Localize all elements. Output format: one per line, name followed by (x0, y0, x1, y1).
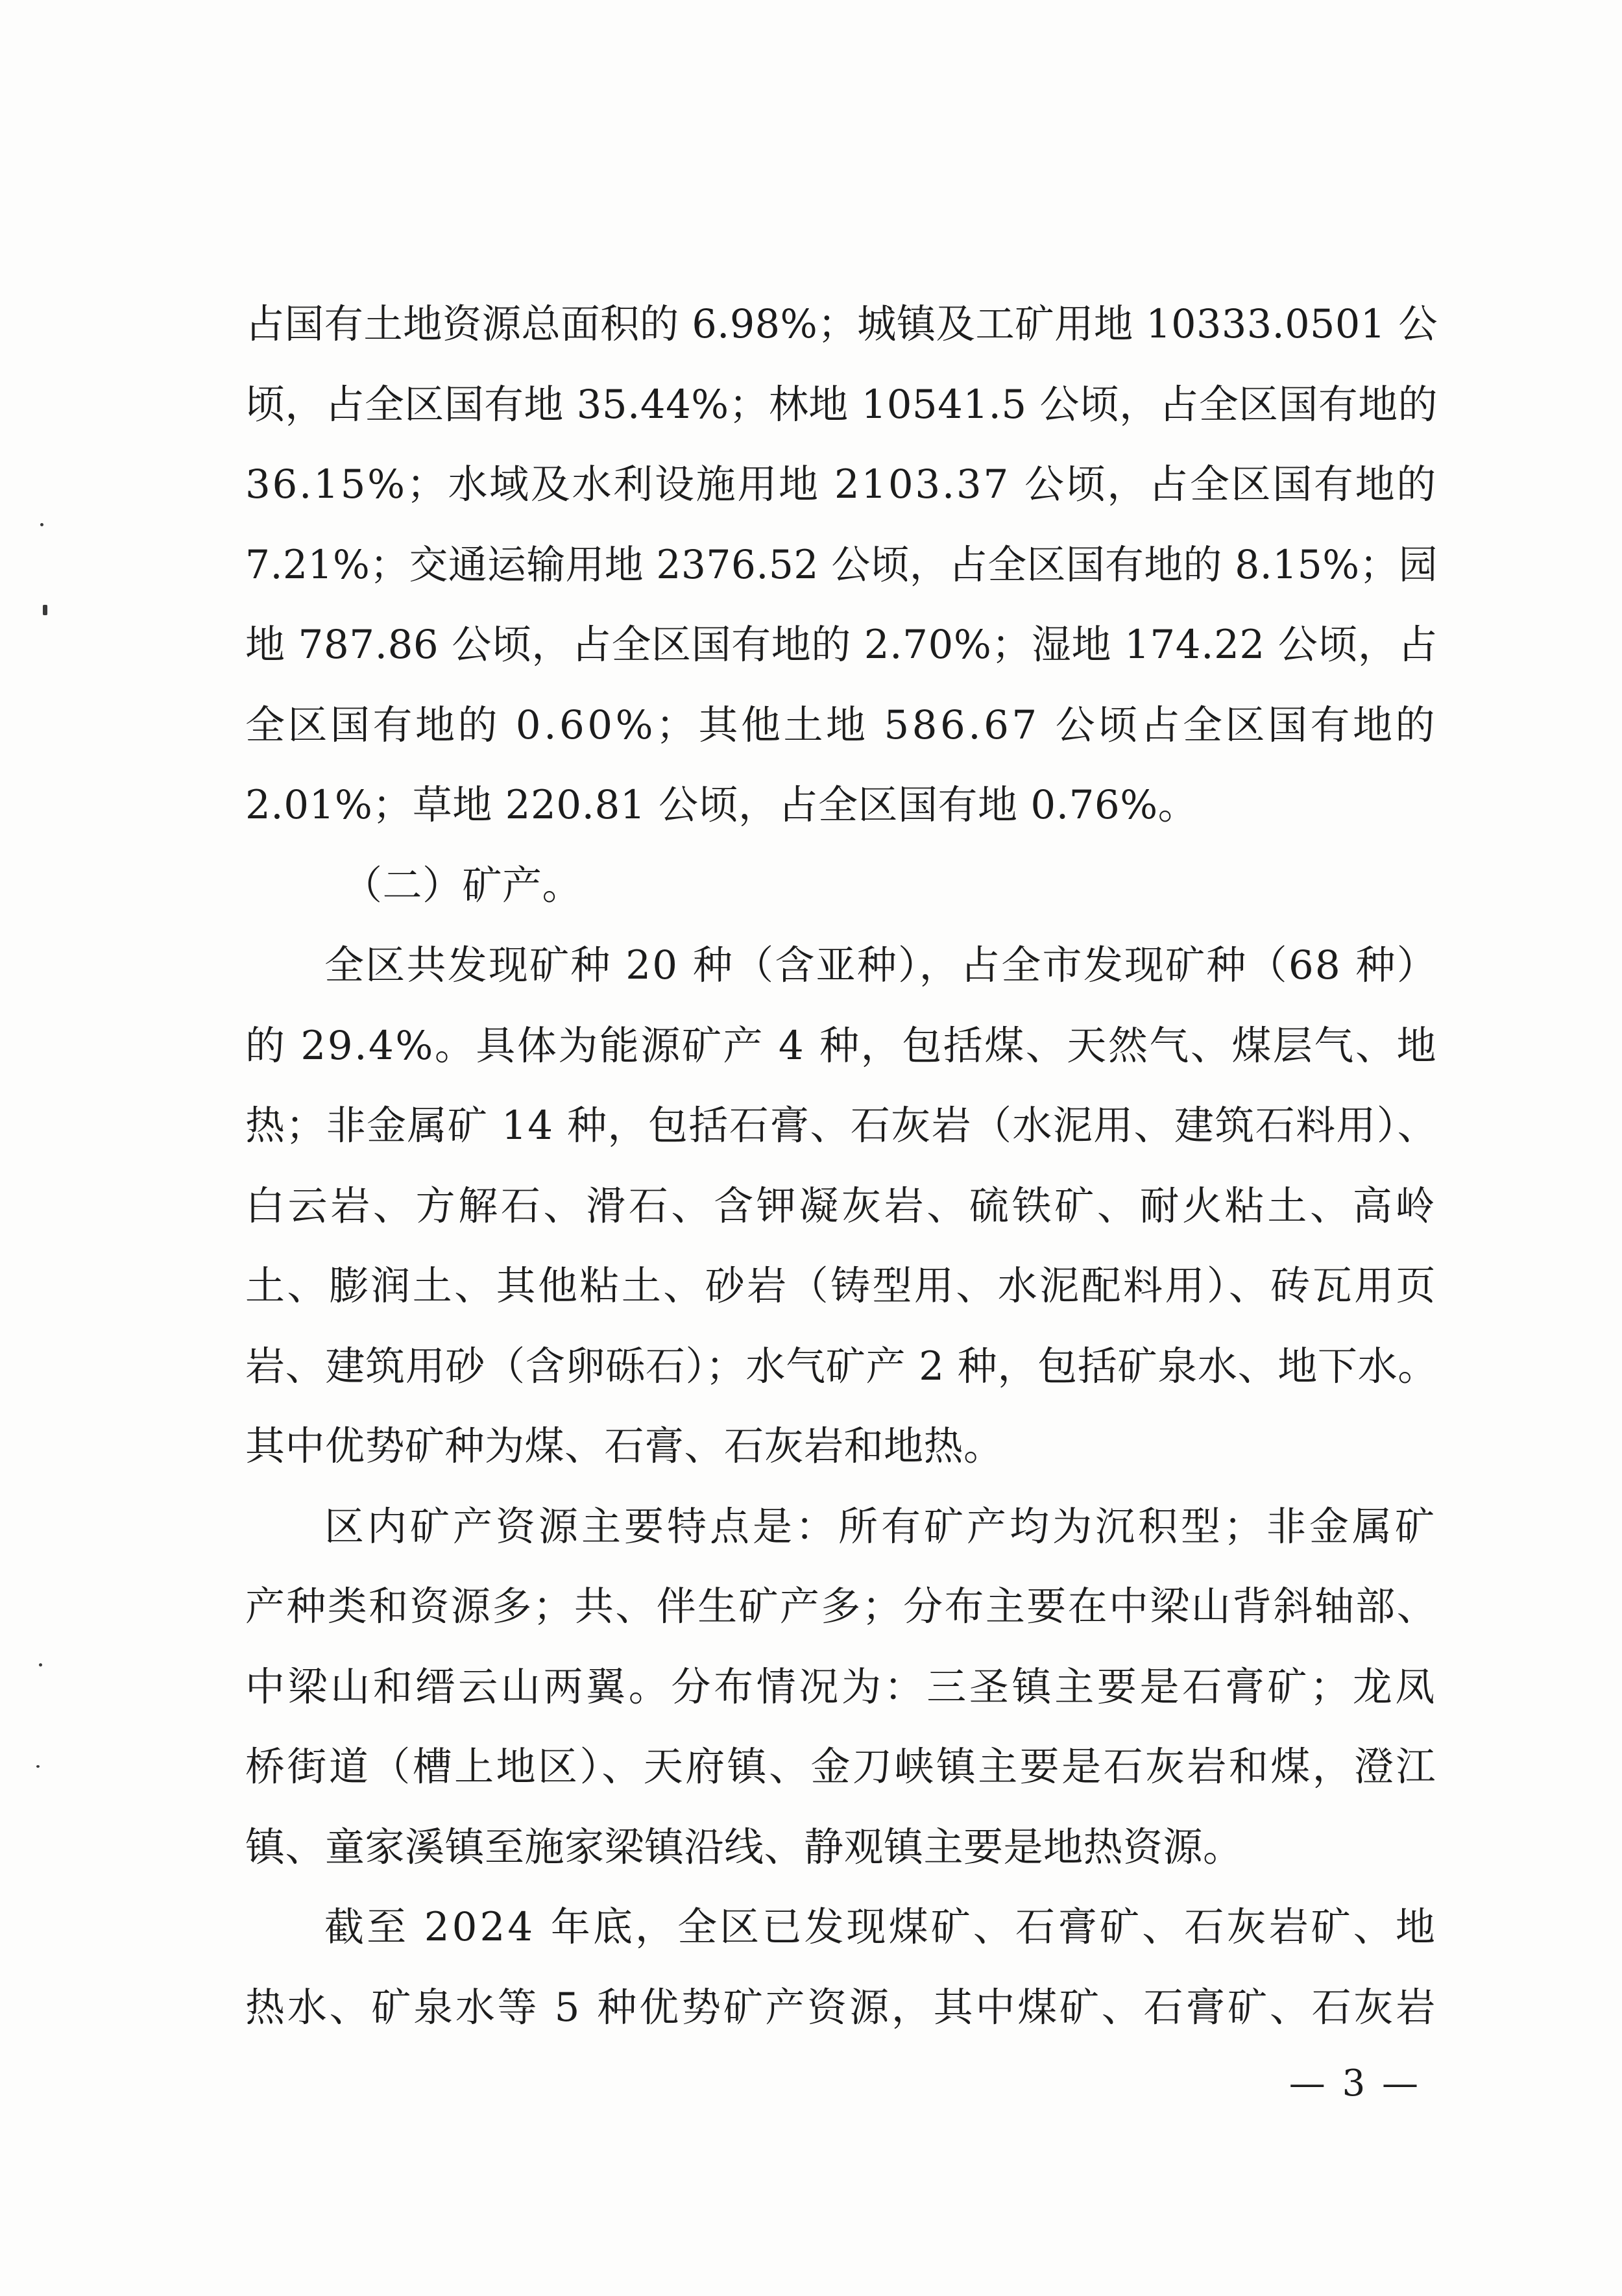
text-line (245, 685, 1438, 766)
scan-speck (40, 523, 43, 526)
text-line (245, 1807, 1438, 1888)
line-text: 地 787.86 公顷，占全区国有地的 2.70%；湿地 174.22 公顷，占 (245, 622, 1438, 668)
text-line (245, 1406, 1438, 1487)
text-line (245, 925, 1438, 1006)
line-text: 其中优势矿种为煤、石膏、石灰岩和地热。 (245, 1423, 1004, 1469)
text-line (245, 284, 1438, 365)
line-text: 桥街道（槽上地区）、天府镇、金刀峡镇主要是石灰岩和煤，澄江 (245, 1744, 1438, 1790)
line-text: 的 29.4%。具体为能源矿产 4 种，包括煤、天然气、煤层气、地 (245, 1022, 1438, 1069)
text-line (245, 1968, 1438, 2048)
heading-line (245, 846, 1438, 926)
line-text: 白云岩、方解石、滑石、含钾凝灰岩、硫铁矿、耐火粘土、高岭 (245, 1182, 1438, 1229)
line-text: 岩、建筑用砂（含卵砾石）；水气矿产 2 种，包括矿泉水、地下水。 (245, 1343, 1438, 1389)
line-text: 2.01%；草地 220.81 公顷，占全区国有地 0.76%。 (245, 782, 1198, 828)
line-text: 热；非金属矿 14 种，包括石膏、石灰岩（水泥用、建筑石料用）、 (245, 1103, 1438, 1149)
paragraph-mineral-features (245, 1487, 1438, 1888)
text-line (245, 1567, 1438, 1647)
scan-speck (36, 1765, 40, 1768)
line-text: 土、膨润土、其他粘土、砂岩（铸型用、水泥配料用）、砖瓦用页 (245, 1263, 1438, 1309)
text-line (245, 525, 1438, 605)
line-text: 7.21%；交通运输用地 2376.52 公顷，占全区国有地的 8.15%；园 (245, 541, 1438, 588)
scan-speck (43, 605, 47, 615)
paragraph-mineral-types (245, 925, 1438, 1487)
text-line (245, 1166, 1438, 1247)
text-line (245, 1487, 1438, 1567)
paragraph-mineral-status (245, 1887, 1438, 2047)
line-text: 全区国有地的 0.60%；其他土地 586.67 公顷占全区国有地的 (245, 702, 1438, 748)
text-line (245, 605, 1438, 685)
line-text: 顷，占全区国有地 35.44%；林地 10541.5 公顷，占全区国有地的 (245, 381, 1438, 428)
text-line (245, 1246, 1438, 1326)
line-text: 中梁山和缙云山两翼。分布情况为：三圣镇主要是石膏矿；龙凤 (245, 1663, 1438, 1710)
line-text: 全区共发现矿种 20 种（含亚种），占全市发现矿种（68 种） (324, 942, 1438, 988)
line-text: 截至 2024 年底，全区已发现煤矿、石膏矿、石灰岩矿、地 (324, 1904, 1438, 1950)
paragraph-land-use (245, 284, 1438, 846)
text-line (245, 1727, 1438, 1807)
text-line (245, 765, 1438, 846)
heading-text: （二）矿产。 (343, 862, 583, 909)
scan-speck (39, 1663, 42, 1667)
text-line (245, 365, 1438, 445)
text-line (245, 1006, 1438, 1086)
text-line (245, 1647, 1438, 1728)
document-body (245, 284, 1438, 2047)
line-text: 36.15%；水域及水利设施用地 2103.37 公顷，占全区国有地的 (245, 461, 1438, 507)
line-text: 热水、矿泉水等 5 种优势矿产资源，其中煤矿、石膏矿、石灰岩 (245, 1984, 1438, 2031)
text-line (245, 445, 1438, 525)
text-line (245, 1887, 1438, 1968)
line-text: 产种类和资源多；共、伴生矿产多；分布主要在中梁山背斜轴部、 (245, 1583, 1438, 1630)
line-text: 镇、童家溪镇至施家梁镇沿线、静观镇主要是地热资源。 (245, 1824, 1243, 1870)
text-line (245, 1086, 1438, 1166)
line-text: 区内矿产资源主要特点是：所有矿产均为沉积型；非金属矿 (324, 1503, 1438, 1550)
line-text: 占国有土地资源总面积的 6.98%；城镇及工矿用地 10333.0501 公 (245, 301, 1438, 347)
page-number: — 3 — (1289, 2062, 1421, 2105)
text-line (245, 1326, 1438, 1407)
section-heading-minerals (245, 846, 1438, 926)
